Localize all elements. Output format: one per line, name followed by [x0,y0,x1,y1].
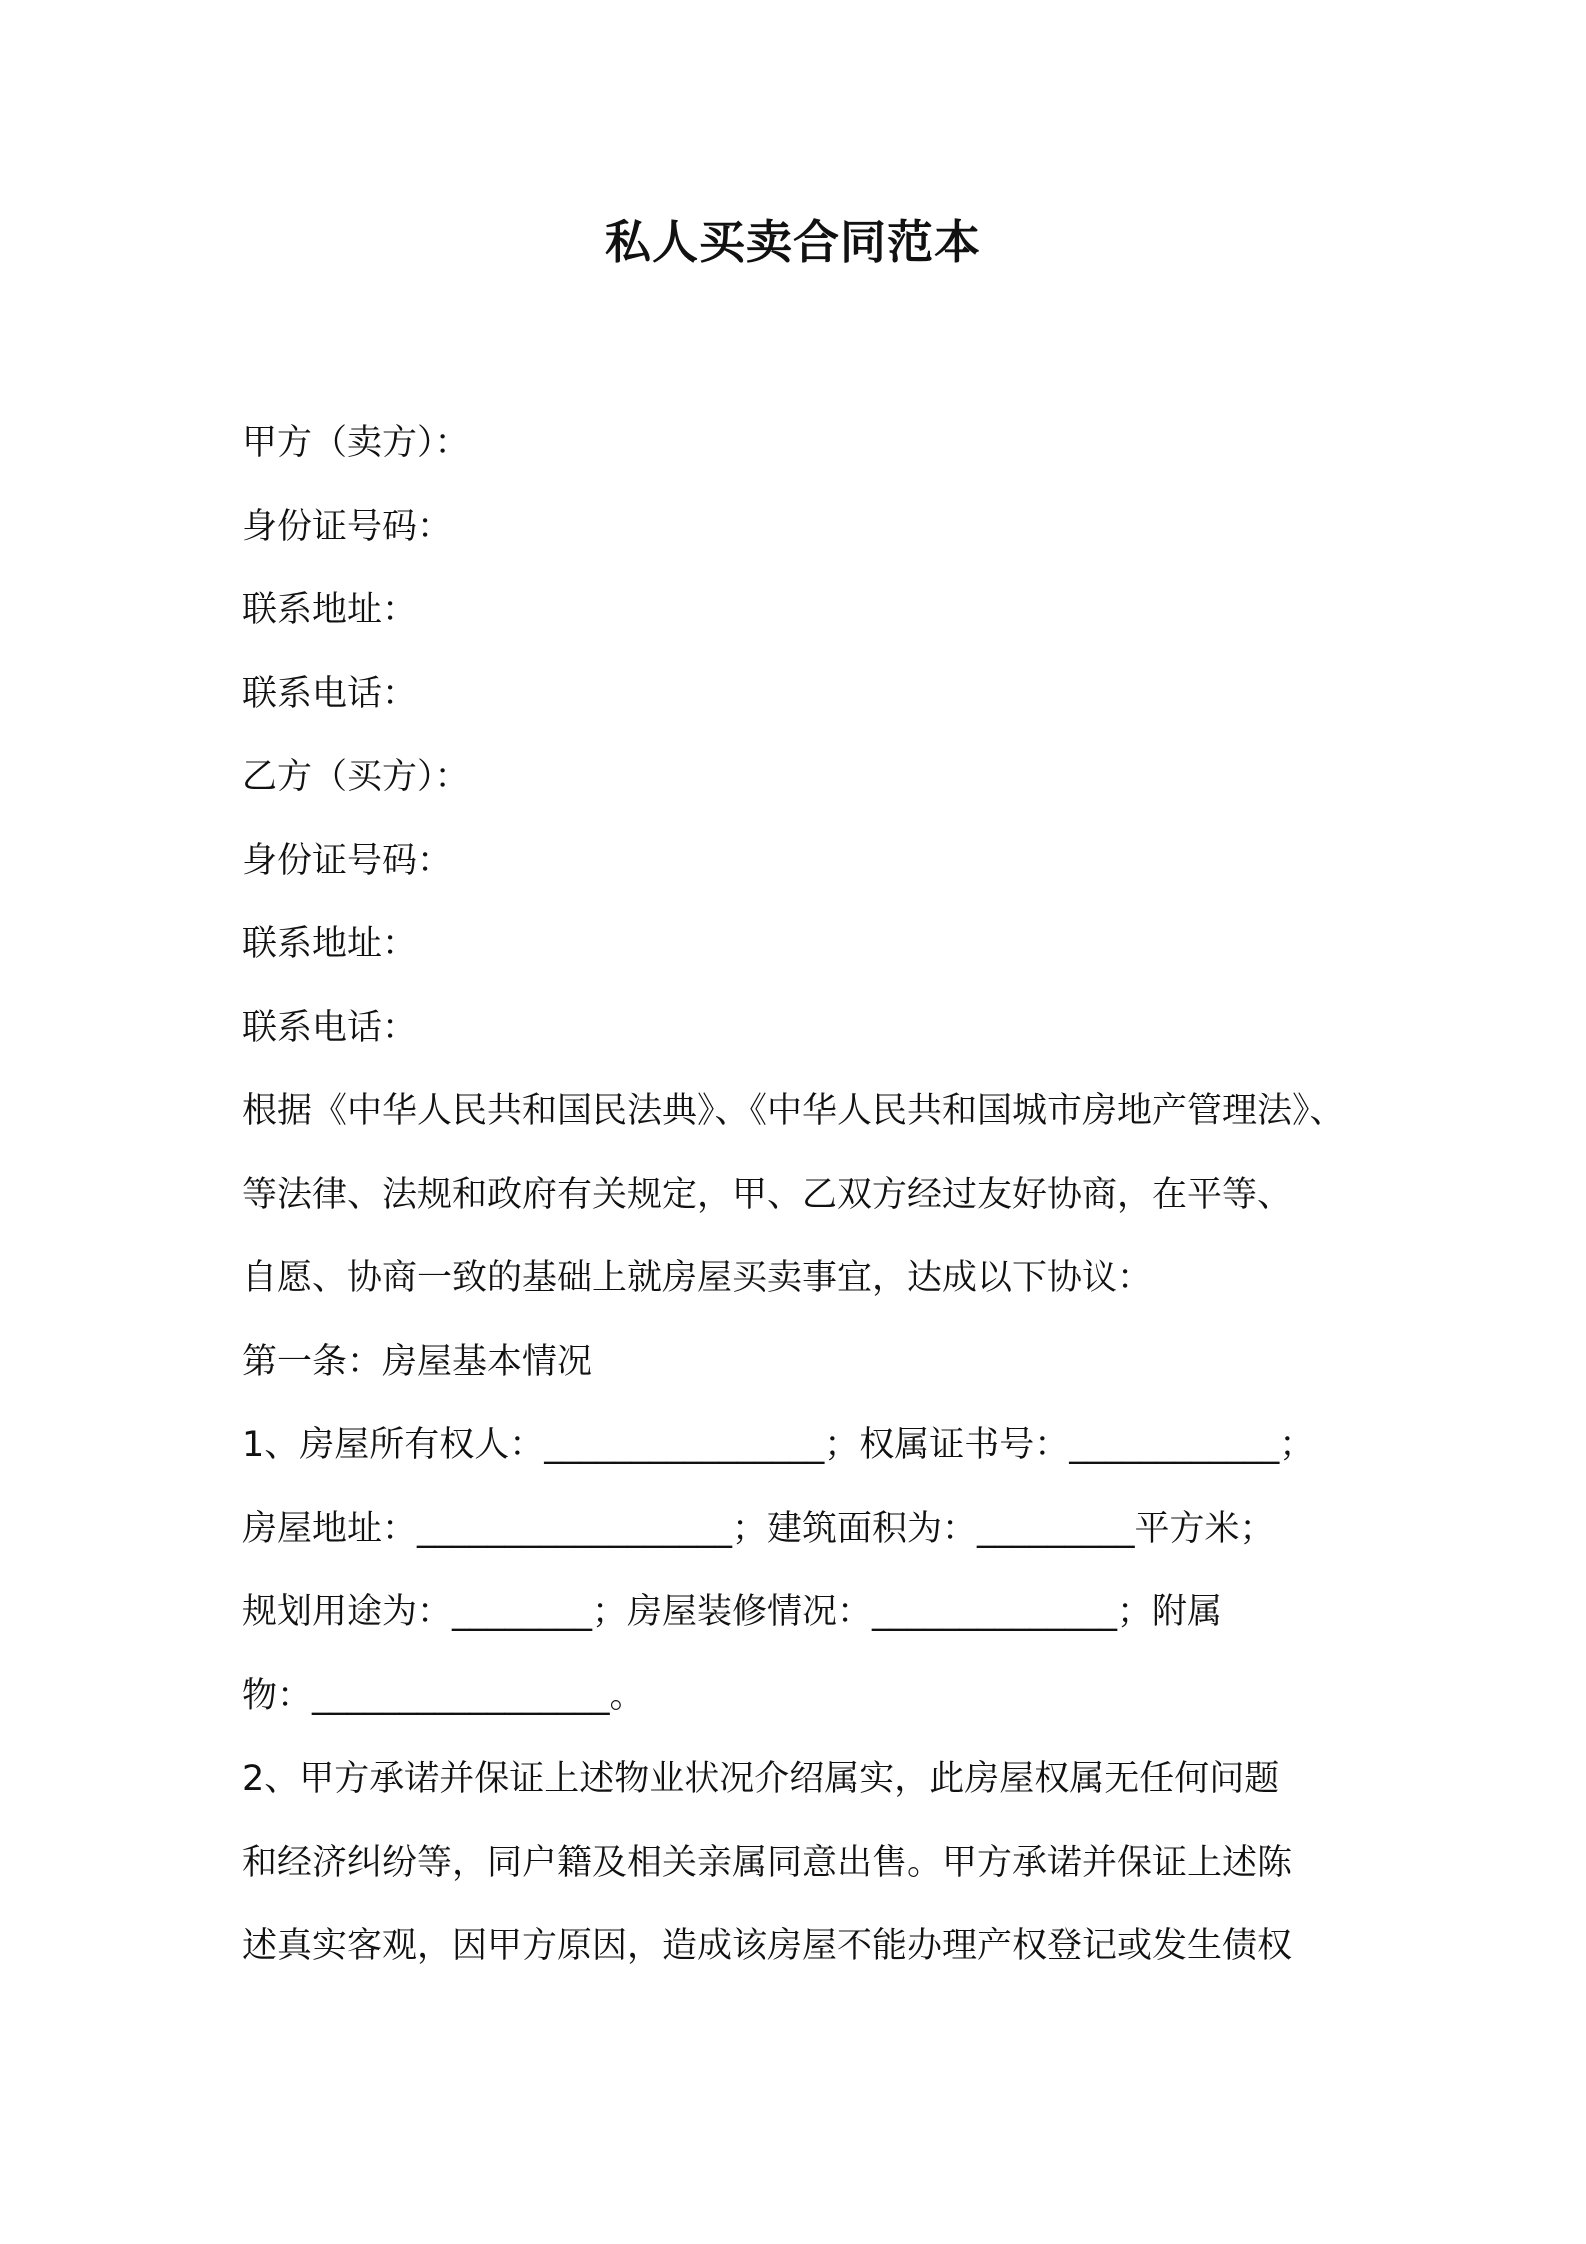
preamble-line: 自愿、协商一致的基础上就房屋买卖事宜，达成以下协议： [242,1258,1153,1298]
buyer-address-line: 联系地址： [242,924,418,964]
seller-phone-line: 联系电话： [242,673,418,714]
buyer-phone-line: 联系电话： [242,1007,418,1048]
buyer-id-line: 身份证号码： [242,840,453,881]
clause-line: 房屋地址：__________________；建筑面积为：_________平方米； [242,1508,1275,1549]
buyer-name-line: 乙方（买方）： [242,757,470,797]
seller-name-line: 甲方（卖方）： [242,423,470,463]
clause-line: 和经济纠纷等，同户籍及相关亲属同意出售。甲方承诺并保证上述陈 [242,1842,1293,1883]
preamble-line: 等法律、法规和政府有关规定，甲、乙双方经过友好协商，在平等、 [242,1174,1293,1215]
clause-line: 1、房屋所有权人：________________；权属证书号：____________； [242,1425,1315,1465]
seller-id-line: 身份证号码： [242,506,453,547]
document-title: 私人买卖合同范本 [605,215,981,269]
article-heading: 第一条：房屋基本情况 [242,1341,593,1382]
clause-line: 述真实客观，因甲方原因，造成该房屋不能办理产权登记或发生债权 [242,1926,1293,1966]
clause-line: 物：_________________。 [242,1675,645,1716]
document-body [242,402,1372,1989]
clause-line: 规划用途为：________；房屋装修情况：______________；附属 [242,1592,1223,1632]
seller-address-line: 联系地址： [242,590,418,630]
preamble-line: 根据《中华人民共和国民法典》、《中华人民共和国城市房地产管理法》、 [242,1091,1345,1131]
clause-line: 2、甲方承诺并保证上述物业状况介绍属实，此房屋权属无任何问题 [242,1759,1280,1799]
